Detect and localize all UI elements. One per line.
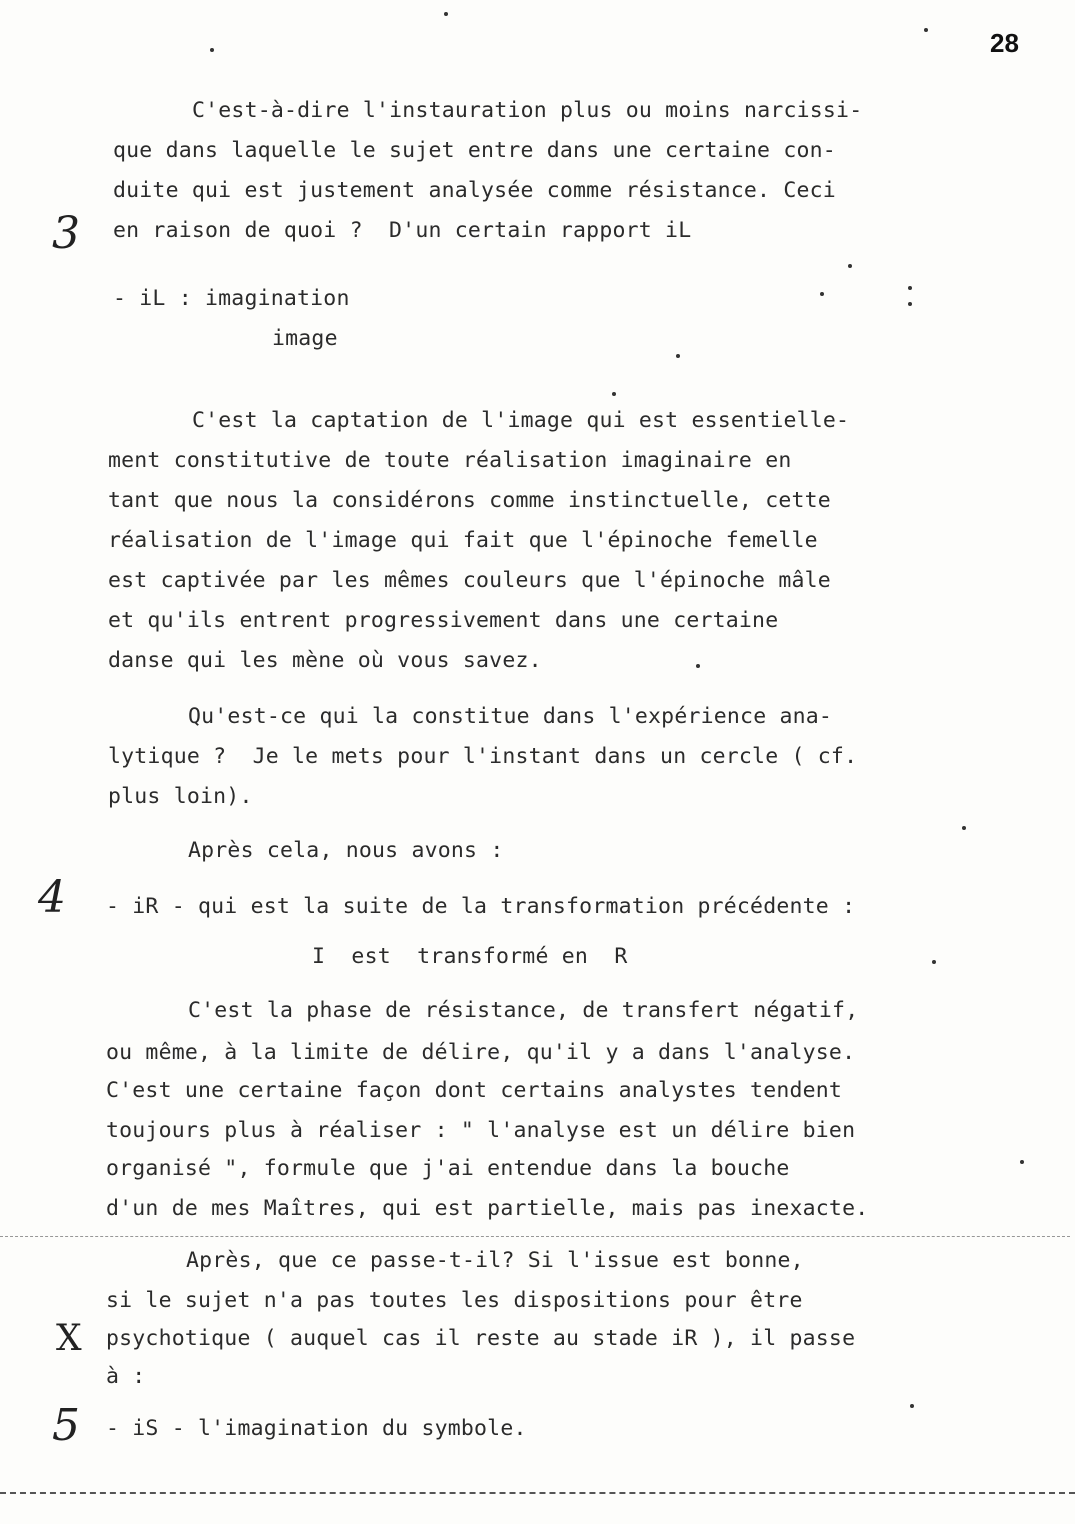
text-line: lytique ? Je le mets pour l'instant dans un cercle ( cf. — [108, 744, 858, 769]
text-line: toujours plus à réaliser : " l'analyse est un délire bien — [106, 1118, 856, 1143]
text-line: plus loin). — [108, 784, 253, 809]
text-line: - iR - qui est la suite de la transformation précédente : — [106, 894, 856, 919]
text-line: C'est-à-dire l'instauration plus ou moins narcissi- — [192, 98, 863, 123]
text-line: que dans laquelle le sujet entre dans une certaine con- — [113, 138, 836, 163]
text-line: duite qui est justement analysée comme résistance. Ceci — [113, 178, 836, 203]
text-line: danse qui les mène où vous savez. — [108, 648, 542, 673]
text-line: C'est la phase de résistance, de transfert négatif, — [188, 998, 859, 1023]
text-line: psychotique ( auquel cas il reste au stade iR ), il passe — [106, 1326, 856, 1351]
text-line: - iL : imagination — [113, 286, 350, 311]
text-line: à : — [106, 1364, 146, 1389]
dashed-divider — [0, 1492, 1075, 1496]
text-line: ou même, à la limite de délire, qu'il y a dans l'analyse. — [106, 1040, 856, 1065]
text-line: - iS - l'imagination du symbole. — [106, 1416, 527, 1441]
text-line: tant que nous la considérons comme instinctuelle, cette — [108, 488, 831, 513]
page-number: 28 — [990, 28, 1019, 58]
text-line: et qu'ils entrent progressivement dans une certaine — [108, 608, 779, 633]
margin-mark-x: X — [56, 1318, 82, 1359]
text-line: ment constitutive de toute réalisation imaginaire en — [108, 448, 792, 473]
text-line: Qu'est-ce qui la constitue dans l'expérience ana- — [188, 704, 833, 729]
text-line: est captivée par les mêmes couleurs que l'épinoche mâle — [108, 568, 831, 593]
dashed-divider — [0, 1236, 1070, 1239]
text-line: Après cela, nous avons : — [188, 838, 504, 863]
text-line: C'est la captation de l'image qui est essentielle- — [192, 408, 850, 433]
text-line: réalisation de l'image qui fait que l'épinoche femelle — [108, 528, 818, 553]
text-line: en raison de quoi ? D'un certain rapport iL — [113, 218, 692, 243]
text-line: image — [272, 326, 338, 351]
text-line: C'est une certaine façon dont certains analystes tendent — [106, 1078, 843, 1103]
text-line: organisé ", formule que j'ai entendue dans la bouche — [106, 1156, 790, 1181]
text-line: I est transformé en R — [312, 944, 628, 969]
text-line: d'un de mes Maîtres, qui est partielle, mais pas inexacte. — [106, 1196, 869, 1221]
margin-mark-3: 3 — [52, 208, 80, 259]
text-line: si le sujet n'a pas toutes les dispositions pour être — [106, 1288, 803, 1313]
text-line: Après, que ce passe-t-il? Si l'issue est bonne, — [186, 1248, 804, 1273]
margin-mark-5: 5 — [52, 1400, 80, 1451]
margin-mark-4: 4 — [38, 872, 66, 923]
